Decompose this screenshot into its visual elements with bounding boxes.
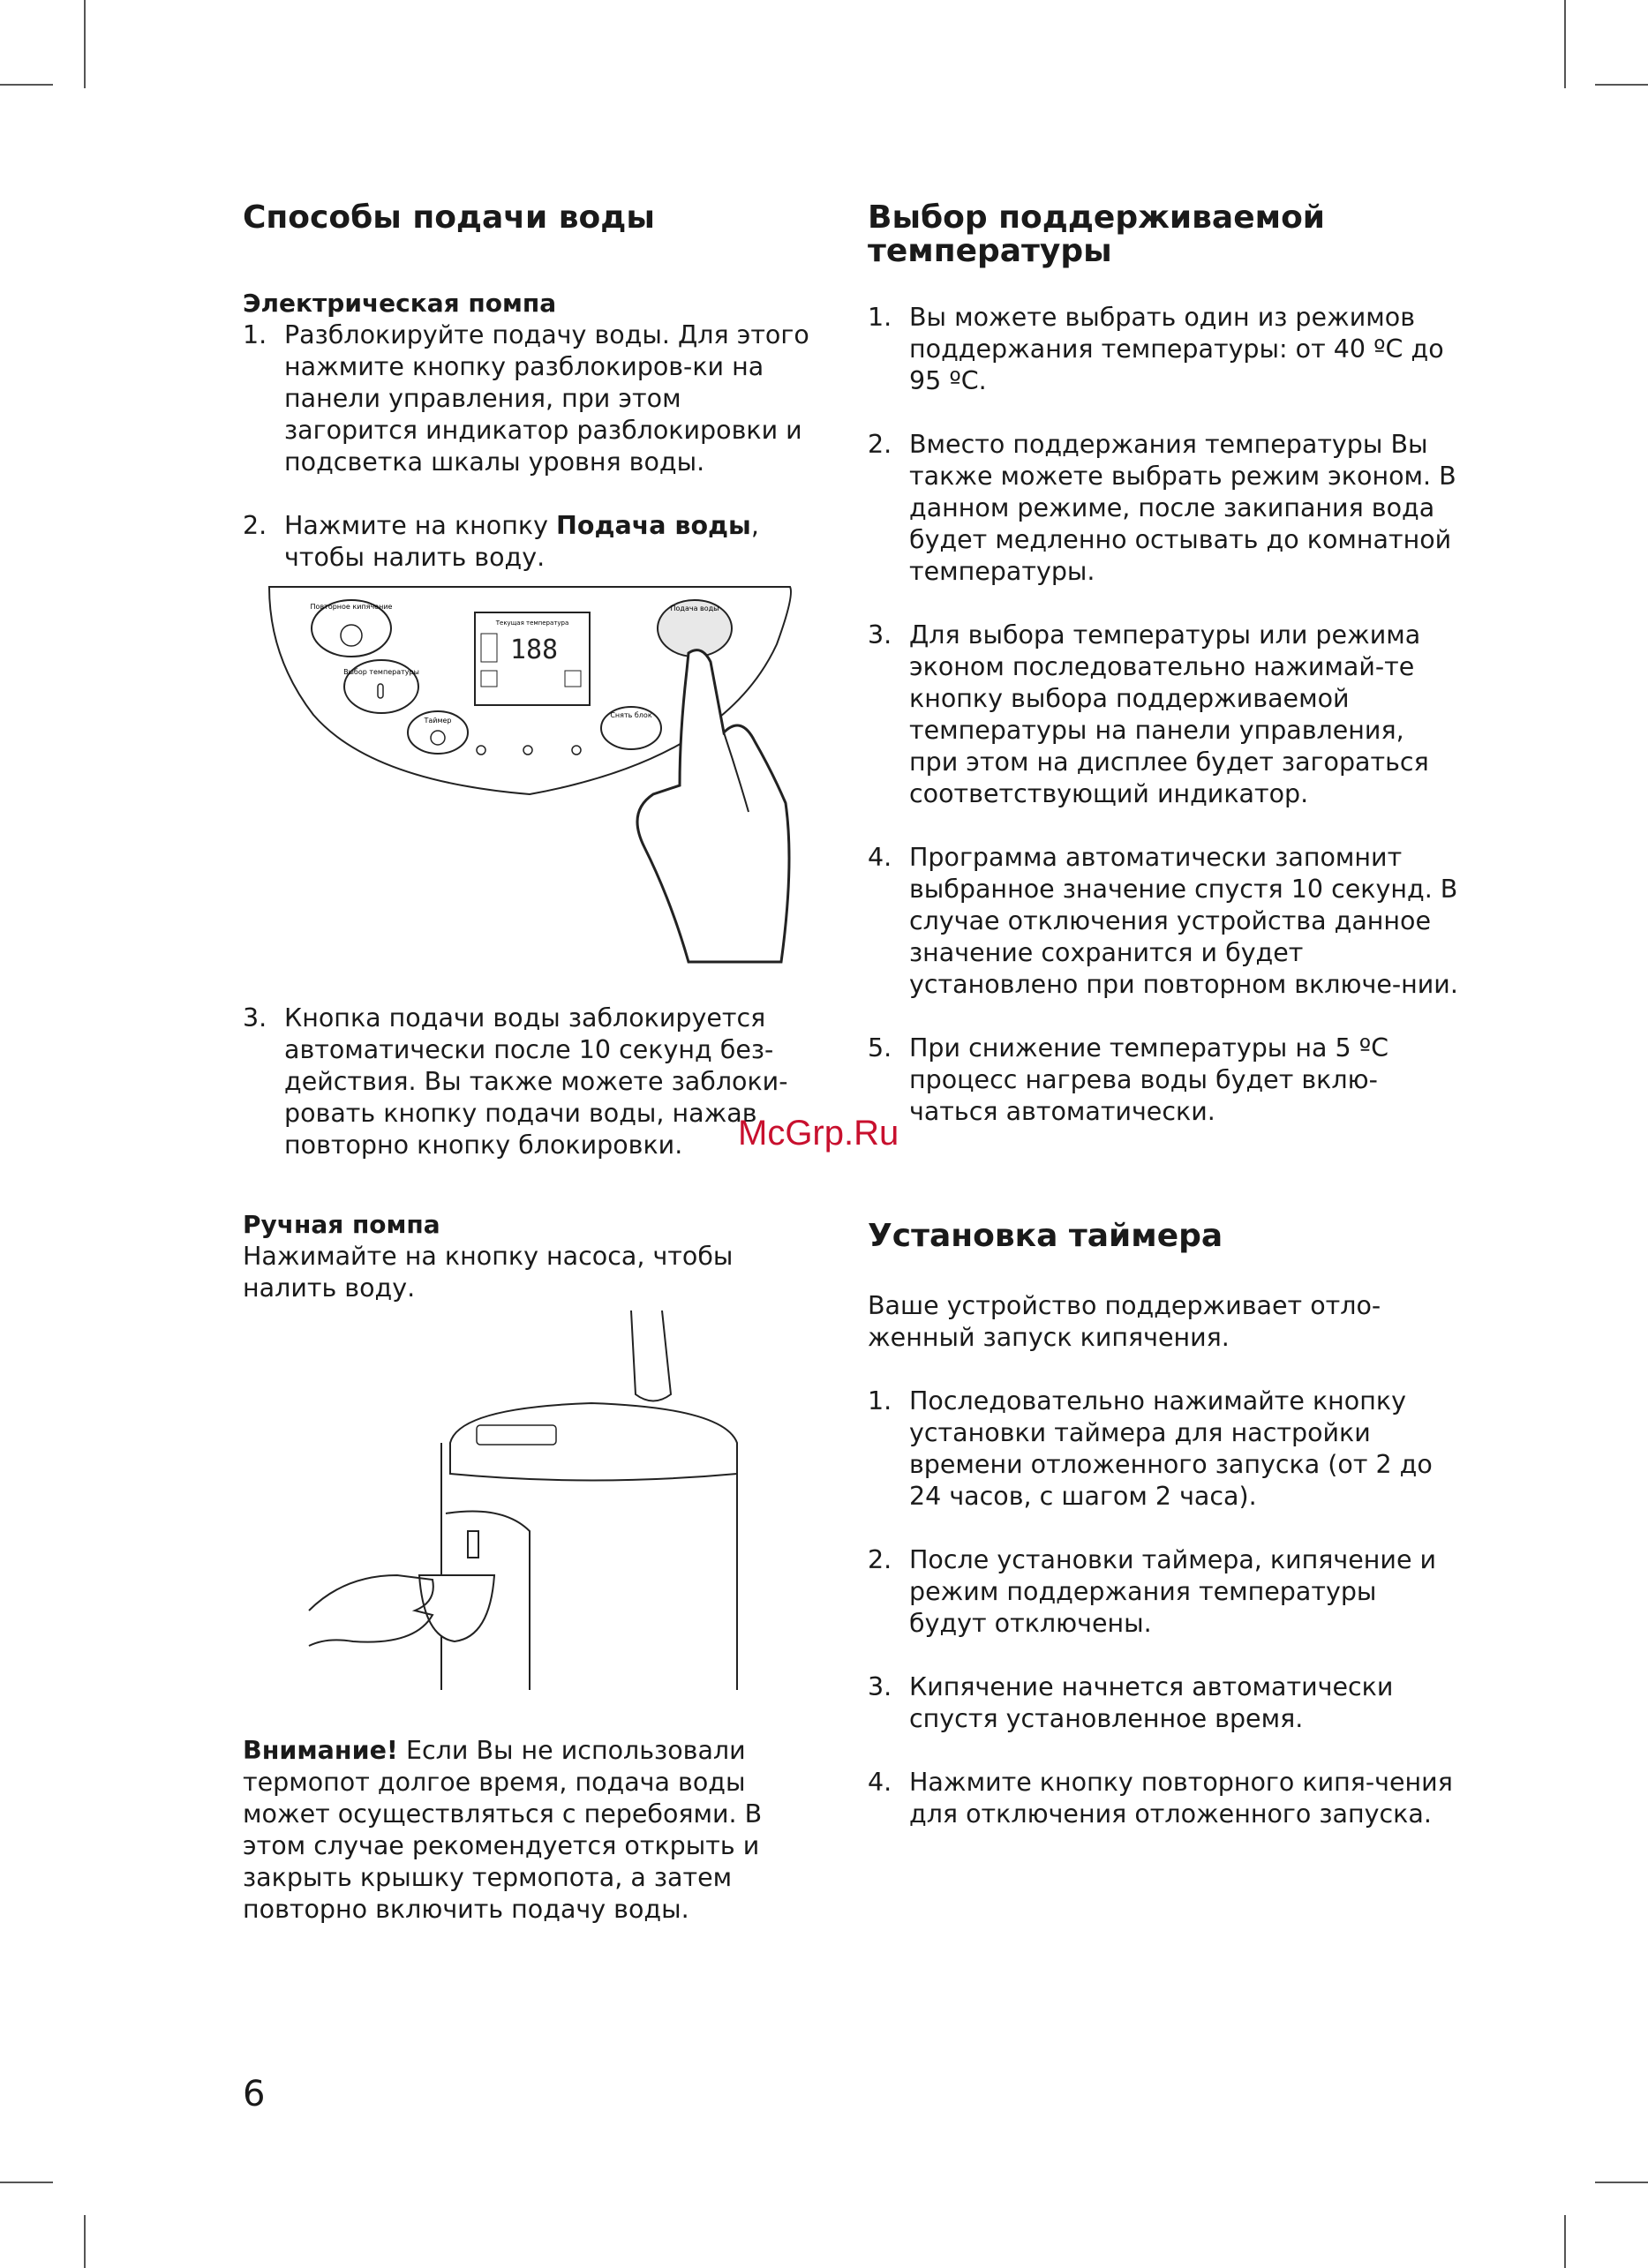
step-number: 2. — [868, 430, 892, 459]
warning-text — [243, 1735, 816, 1926]
svg-text:188: 188 — [509, 635, 559, 665]
crop-mark — [1595, 84, 1648, 86]
water-label: Подача воды — [670, 605, 719, 612]
page-number: 6 — [243, 2074, 266, 2114]
spacer — [868, 397, 1459, 429]
list-item — [868, 1033, 1459, 1128]
step-text: При снижение температуры на 5 ºС процесс нагрева воды будет вклю-чаться автоматически. — [909, 1033, 1389, 1126]
list-item — [868, 620, 1459, 810]
reboil-label: Повторное кипячение — [310, 603, 393, 611]
spacer — [868, 1640, 1459, 1671]
step-number: 2. — [243, 511, 267, 540]
crop-mark — [0, 2182, 53, 2183]
list-item — [868, 1386, 1459, 1513]
timer-label: Таймер — [424, 717, 452, 725]
step-number: 3. — [243, 1003, 267, 1033]
manual-pump-title: Ручная помпа — [243, 1210, 440, 1239]
warning-label: Внимание! — [243, 1736, 398, 1765]
spacer — [243, 478, 816, 510]
step-text: Программа автоматически запомнит выбранное значение спустя 10 секунд. В случае отключения устройства данное значение сохранится и будет установлено при повторном включе-нии. — [909, 843, 1458, 999]
list-item — [243, 510, 816, 574]
timer-intro: Ваше устройство поддерживает отло-женный запуск кипячения. — [868, 1291, 1381, 1352]
spacer — [868, 810, 1459, 842]
electric-pump-title: Электрическая помпа — [243, 289, 557, 318]
step-text-pre: Нажмите на кнопку — [284, 511, 557, 540]
spacer — [868, 1735, 1459, 1767]
crop-mark — [0, 84, 53, 86]
timer-steps — [868, 1386, 1459, 1830]
spacer — [868, 1001, 1459, 1033]
step-text-post: , чтобы налить воду. — [284, 511, 759, 572]
step-text: Последовательно нажимайте кнопку установки таймера для настройки времени отложенного запуска (от 2 до 24 часов, с шагом 2 часа). — [909, 1386, 1433, 1511]
left-column-continued — [243, 1003, 816, 1304]
spacer — [868, 1513, 1459, 1544]
crop-mark — [1564, 2215, 1566, 2268]
manual-pump-text: Нажимайте на кнопку насоса, чтобы налить воду. — [243, 1242, 734, 1303]
step-text: Кипячение начнется автоматически спустя установленное время. — [909, 1672, 1394, 1733]
section-heading-timer: Установка таймера — [868, 1218, 1223, 1254]
step-number: 3. — [868, 1672, 892, 1701]
electric-pump-steps-continued — [243, 1003, 816, 1161]
spacer — [868, 588, 1459, 620]
step-text: Нажмите кнопку повторного кипя-чения для отключения отложенного запуска. — [909, 1768, 1453, 1829]
temp-select-label: Выбор температуры — [343, 668, 419, 676]
step-number: 5. — [868, 1033, 892, 1063]
warning-body: Если Вы не использовали термопот долгое время, подача воды может осуществляться с перебоями. В этом случае рекомендуется открыть и закрыть крышку термопота, а затем повторно включить подачу воды. — [243, 1736, 763, 1924]
timer-section — [868, 1220, 1459, 1830]
step-text — [284, 510, 816, 574]
step-text: Вы можете выбрать один из режимов поддержания температуры: от 40 ºС до 95 ºС. — [909, 303, 1444, 395]
step-number: 2. — [868, 1545, 892, 1574]
step-text: Кнопка подачи воды заблокируется автоматически после 10 секунд без-действия. Вы также можете заблоки-ровать кнопку подачи воды, нажав повторно кнопку блокировки. — [284, 1003, 788, 1160]
crop-mark — [84, 2215, 86, 2268]
crop-mark — [84, 0, 86, 88]
step-text: Разблокируйте подачу воды. Для этого нажмите кнопку разблокиров-ки на панели управления, при этом загорится индикатор разблокировки и подсветка шкалы уровня воды. — [284, 320, 809, 477]
step-number: 1. — [243, 320, 267, 349]
right-column — [868, 201, 1459, 1128]
temperature-steps — [868, 302, 1459, 1128]
display-label: Текущая температура — [495, 620, 569, 627]
crop-mark — [1595, 2182, 1648, 2183]
section-heading-water-supply: Способы подачи воды — [243, 199, 655, 236]
step-number: 4. — [868, 1768, 892, 1797]
list-item — [243, 1003, 816, 1161]
crop-mark — [1564, 0, 1566, 88]
unlock-label: Снять блок — [610, 711, 652, 719]
electric-pump-steps — [243, 319, 816, 574]
control-panel-illustration — [265, 582, 794, 971]
step-number: 4. — [868, 843, 892, 872]
step-number: 3. — [868, 620, 892, 650]
step-text: После установки таймера, кипячение и режим поддержания температуры будут отключены. — [909, 1545, 1437, 1638]
left-column — [243, 201, 816, 574]
step-text: Вместо поддержания температуры Вы также можете выбрать режим эконом. В данном режиме, после закипания вода будет медленно остывать до комнатной температуры. — [909, 430, 1456, 586]
step-text-bold: Подача воды — [556, 511, 751, 540]
step-text: Для выбора температуры или режима эконом последовательно нажимай-те кнопку выбора поддерживаемой температуры на панели управления, при этом на дисплее будет загораться соответствующий индикатор. — [909, 620, 1429, 808]
thermopot-illustration — [300, 1310, 759, 1699]
watermark: McGrp.Ru — [738, 1114, 899, 1153]
list-item — [868, 429, 1459, 588]
list-item — [868, 302, 1459, 397]
step-number: 1. — [868, 1386, 892, 1416]
list-item — [868, 1767, 1459, 1830]
section-heading-temperature: Выбор поддерживаемой температуры — [868, 199, 1326, 269]
step-number: 1. — [868, 303, 892, 332]
warning-block — [243, 1735, 816, 1926]
list-item — [868, 1544, 1459, 1640]
list-item — [868, 842, 1459, 1001]
list-item — [243, 319, 816, 478]
list-item — [868, 1671, 1459, 1735]
